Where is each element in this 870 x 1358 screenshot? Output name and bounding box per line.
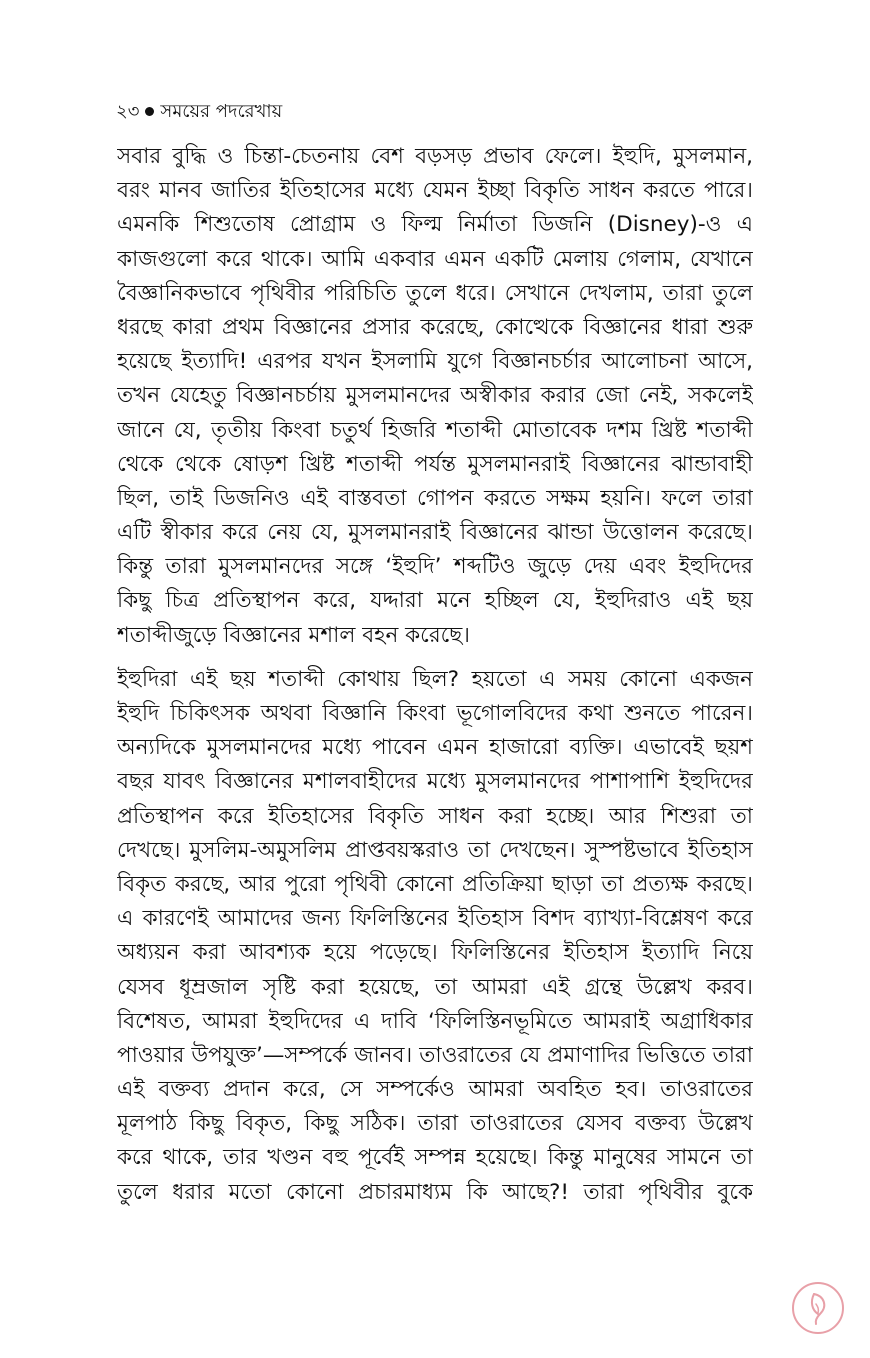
text-line: পাওয়ার উপযুক্ত’—সম্পর্কে জানব। তাওরাতের যে প্রমাণাদির ভিত্তিতে তারা <box>117 1042 753 1068</box>
text-line: এ কারণেই আমাদের জন্য ফিলিস্তিনের ইতিহাস বিশদ ব্যাখ্যা-বিশ্লেষণ করে <box>117 906 753 932</box>
text-line: তখন যেহেতু বিজ্ঞানচর্চায় মুসলমানদের অস্বীকার করার জো নেই, সকলেই <box>117 383 753 409</box>
text-line: বৈজ্ঞানিকভাবে পৃথিবীর পরিচিতি তুলে ধরে। সেখানে দেখলাম, তারা তুলে <box>117 280 753 306</box>
text-line: সবার বুদ্ধি ও চিন্তা-চেতনায় বেশ বড়সড় প্রভাব ফেলে। ইহুদি, মুসলমান, <box>117 144 753 169</box>
text-line: বছর যাবৎ বিজ্ঞানের মশালবাহীদের মধ্যে মুসলমানদের পাশাপাশি ইহুদিদের <box>117 769 753 795</box>
text-line: বিশেষত, আমরা ইহুদিদের এ দাবি ‘ফিলিস্তিনভূমিতে আমরাই অগ্রাধিকার <box>117 1008 753 1034</box>
quill-stamp-icon <box>790 1280 846 1336</box>
text-line: কিছু চিত্র প্রতিস্থাপন করে, যদ্দারা মনে হচ্ছিল যে, ইহুদিরাও এই ছয় <box>117 588 753 614</box>
body-text <box>117 140 753 1210</box>
text-line: ইহুদিরা এই ছয় শতাব্দী কোথায় ছিল? হয়তো এ সময় কোনো একজন <box>117 666 753 692</box>
running-head <box>116 100 282 124</box>
text-line: ধরছে কারা প্রথম বিজ্ঞানের প্রসার করেছে, কোত্থেকে বিজ্ঞানের ধারা শুরু <box>117 314 753 340</box>
text-line: অধ্যয়ন করা আবশ্যক হয়ে পড়েছে। ফিলিস্তিনের ইতিহাস ইত্যাদি নিয়ে <box>117 940 753 966</box>
text-line: এমনকি শিশুতোষ প্রোগ্রাম ও ফিল্ম নির্মাতা ডিজনি (Disney)-ও এ <box>117 212 753 238</box>
text-line: ছিল, তাই ডিজনিও এই বাস্তবতা গোপন করতে সক্ষম হয়নি। ফলে তারা <box>117 485 753 511</box>
paragraph-2 <box>117 663 753 1210</box>
text-line: অন্যদিকে মুসলমানদের মধ্যে পাবেন এমন হাজারো ব্যক্তি। এভাবেই ছয়শ <box>117 735 753 761</box>
text-line: এই বক্তব্য প্রদান করে, সে সম্পর্কেও আমরা অবহিত হব। তাওরাতের <box>117 1077 753 1103</box>
text-line: হয়েছে ইত্যাদি! এরপর যখন ইসলামি যুগে বিজ্ঞানচর্চার আলোচনা আসে, <box>117 349 753 375</box>
text-line: তুলে ধরার মতো কোনো প্রচারমাধ্যম কি আছে?! তারা পৃথিবীর বুকে <box>117 1179 753 1205</box>
book-title: সময়ের পদরেখায় <box>160 101 283 122</box>
bullet-icon <box>145 107 154 116</box>
text-line: প্রতিস্থাপন করে ইতিহাসের বিকৃতি সাধন করা হচ্ছে। আর শিশুরা তা <box>117 803 753 829</box>
text-line: থেকে থেকে ষোড়শ খ্রিষ্ট শতাব্দী পর্যন্ত মুসলমানরাই বিজ্ঞানের ঝান্ডাবাহী <box>117 451 753 477</box>
text-line: বিকৃত করছে, আর পুরো পৃথিবী কোনো প্রতিক্রিয়া ছাড়া তা প্রত্যক্ষ করছে। <box>117 871 753 897</box>
page-number: ২৩ <box>116 101 140 122</box>
paragraph-1 <box>117 140 753 653</box>
text-line: মূলপাঠ কিছু বিকৃত, কিছু সঠিক। তারা তাওরাতের যেসব বক্তব্য উল্লেখ <box>117 1111 753 1137</box>
text-line: জানে যে, তৃতীয় কিংবা চতুর্থ হিজরি শতাব্দী মোতাবেক দশম খ্রিষ্ট শতাব্দী <box>117 417 753 443</box>
text-line: যেসব ধূম্রজাল সৃষ্টি করা হয়েছে, তা আমরা এই গ্রন্থে উল্লেখ করব। <box>117 974 753 1000</box>
text-line: শতাব্দীজুড়ে বিজ্ঞানের মশাল বহন করেছে। <box>117 622 470 648</box>
text-line: বরং মানব জাতির ইতিহাসের মধ্যে যেমন ইচ্ছা বিকৃতি সাধন করতে পারে। <box>117 178 753 204</box>
text-line: এটি স্বীকার করে নেয় যে, মুসলমানরাই বিজ্ঞানের ঝান্ডা উত্তোলন করেছে। <box>117 520 753 546</box>
text-line: কিন্তু তারা মুসলমানদের সঙ্গে ‘ইহুদি’ শব্দটিও জুড়ে দেয় এবং ইহুদিদের <box>117 554 753 580</box>
text-line: কাজগুলো করে থাকে। আমি একবার এমন একটি মেলায় গেলাম, যেখানে <box>117 246 753 272</box>
text-line: ইহুদি চিকিৎসক অথবা বিজ্ঞানি কিংবা ভূগোলবিদের কথা শুনতে পারেন। <box>117 701 753 726</box>
text-line: দেখছে। মুসলিম-অমুসলিম প্রাপ্তবয়স্করাও তা দেখছেন। সুস্পষ্টভাবে ইতিহাস <box>117 837 753 863</box>
text-line: করে থাকে, তার খণ্ডন বহু পূর্বেই সম্পন্ন হয়েছে। কিন্তু মানুষের সামনে তা <box>117 1145 753 1171</box>
